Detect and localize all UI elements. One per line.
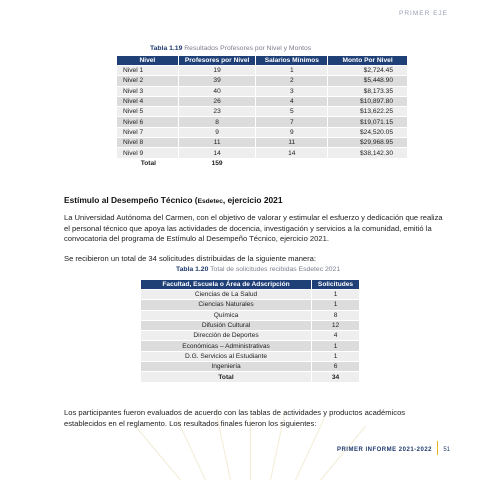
cell-amount: $10,897.80: [328, 96, 408, 106]
cell-level: Nivel 9: [117, 148, 179, 158]
cell-level: Nivel 6: [117, 117, 179, 127]
cell-faculty: Económicas – Administrativas: [141, 341, 312, 351]
table-row: [117, 76, 408, 86]
cell-level: Nivel 8: [117, 138, 179, 148]
cell-professors: 8: [178, 117, 256, 127]
column-header-monto: Monto Por Nivel: [328, 56, 408, 66]
cell-level: Nivel 7: [117, 127, 179, 137]
heading-suffix: , ejercicio 2021: [222, 195, 283, 205]
table-row: [141, 351, 360, 361]
heading-prefix: Estímulo al Desempeño Técnico (: [64, 195, 198, 205]
cell-faculty: Dirección de Deportes: [141, 331, 312, 341]
cell-requests: 1: [312, 300, 360, 310]
table-1-20: [140, 279, 360, 383]
page-number: 51: [443, 447, 450, 453]
cell-level: Nivel 3: [117, 86, 179, 96]
table-row: [141, 320, 360, 330]
cell-amount: $29,968.95: [328, 138, 408, 148]
table-1-19-number: Tabla 1.19: [150, 45, 183, 52]
empty-cell: [256, 158, 328, 168]
paragraph-results: Los participantes fueron evaluados de acuerdo con las tablas de actividades y productos académicos establecidos en el reglamento. Los resultados finales fueron los siguientes:: [64, 408, 406, 428]
cell-salaries: 7: [256, 117, 328, 127]
cell-professors: 39: [178, 76, 256, 86]
table-total-row: [117, 158, 408, 168]
table-header-row: [141, 280, 360, 290]
cell-professors: 26: [178, 96, 256, 106]
section-heading: [64, 195, 282, 205]
cell-requests: 12: [312, 320, 360, 330]
empty-cell: [328, 158, 408, 168]
table-row: [117, 117, 408, 127]
cell-faculty: Química: [141, 310, 312, 320]
cell-professors: 23: [178, 107, 256, 117]
table-1-19-caption: [150, 45, 311, 52]
cell-salaries: 11: [256, 138, 328, 148]
cell-level: Nivel 1: [117, 66, 179, 76]
cell-amount: $24,520.05: [328, 127, 408, 137]
cell-faculty: Ciencias de La Salud: [141, 290, 312, 300]
cell-salaries: 14: [256, 148, 328, 158]
cell-faculty: D.G. Servicios al Estudiante: [141, 351, 312, 361]
table-header-row: [117, 56, 408, 66]
cell-amount: $8,173.35: [328, 86, 408, 96]
table-row: [117, 127, 408, 137]
column-header-salarios: Salarios Mínimos: [256, 56, 328, 66]
paragraph-intro: La Universidad Autónoma del Carmen, con el objetivo de valorar y estimular el esfuerzo y dedicación que realiza el personal técnico que apoya las actividades de docencia, investigación y servicios a la comunidad, emitió la convocatoria del programa de Estímulo al Desempeño Técnico, ejercicio 2021.: [64, 213, 443, 243]
cell-amount: $19,071.15: [328, 117, 408, 127]
cell-salaries: 1: [256, 66, 328, 76]
cell-professors: 14: [178, 148, 256, 158]
table-row: [141, 341, 360, 351]
cell-professors: 11: [178, 138, 256, 148]
table-1-19-title: Resultados Profesores por Nivel y Montos: [184, 45, 312, 52]
table-1-19: [116, 55, 408, 169]
cell-salaries: 9: [256, 127, 328, 137]
table-row: [141, 290, 360, 300]
cell-requests: 1: [312, 290, 360, 300]
column-header-solicitudes: Solicitudes: [312, 280, 360, 290]
table-1-20-title: Total de solicitudes recibidas Esdetec 2021: [210, 266, 341, 273]
heading-acronym: Esdetec: [197, 198, 223, 205]
cell-requests: 4: [312, 331, 360, 341]
cell-amount: $38,142.30: [328, 148, 408, 158]
cell-professors: 40: [178, 86, 256, 96]
column-header-profesores: Profesores por Nivel: [178, 56, 256, 66]
paragraph-solicitudes: Se recibieron un total de 34 solicitudes distribuidas de la siguiente manera:: [64, 254, 317, 263]
table-row: [117, 107, 408, 117]
table-row: [117, 148, 408, 158]
table-row: [117, 86, 408, 96]
cell-requests: 6: [312, 362, 360, 372]
cell-level: Nivel 5: [117, 107, 179, 117]
cell-salaries: 4: [256, 96, 328, 106]
table-row: [117, 96, 408, 106]
table-row: [141, 362, 360, 372]
cell-requests: 1: [312, 351, 360, 361]
cell-requests: 8: [312, 310, 360, 320]
cell-salaries: 5: [256, 107, 328, 117]
cell-amount: $2,724.45: [328, 66, 408, 76]
table-row: [117, 138, 408, 148]
section-label: PRIMER EJE: [398, 10, 448, 17]
table-row: [141, 331, 360, 341]
total-label: Total: [117, 158, 179, 168]
cell-salaries: 3: [256, 86, 328, 96]
footer-divider: [437, 441, 439, 455]
total-value: 34: [312, 372, 360, 382]
column-header-nivel: Nivel: [117, 56, 179, 66]
cell-level: Nivel 4: [117, 96, 179, 106]
table-1-20-caption: [176, 266, 340, 273]
cell-requests: 1: [312, 341, 360, 351]
table-row: [117, 66, 408, 76]
total-value: 159: [178, 158, 256, 168]
footer-report-label: PRIMER INFORME 2021-2022: [336, 447, 432, 453]
cell-amount: $13,622.25: [328, 107, 408, 117]
table-1-20-number: Tabla 1.20: [176, 266, 209, 273]
column-header-facultad: Facultad, Escuela o Área de Adscripción: [141, 280, 312, 290]
cell-professors: 19: [178, 66, 256, 76]
table-total-row: [141, 372, 360, 382]
cell-salaries: 2: [256, 76, 328, 86]
total-label: Total: [141, 372, 312, 382]
cell-faculty: Difusión Cultural: [141, 320, 312, 330]
cell-faculty: Ingeniería: [141, 362, 312, 372]
table-row: [141, 300, 360, 310]
cell-amount: $5,448.90: [328, 76, 408, 86]
cell-faculty: Ciencias Naturales: [141, 300, 312, 310]
table-row: [141, 310, 360, 320]
cell-level: Nivel 2: [117, 76, 179, 86]
cell-professors: 9: [178, 127, 256, 137]
